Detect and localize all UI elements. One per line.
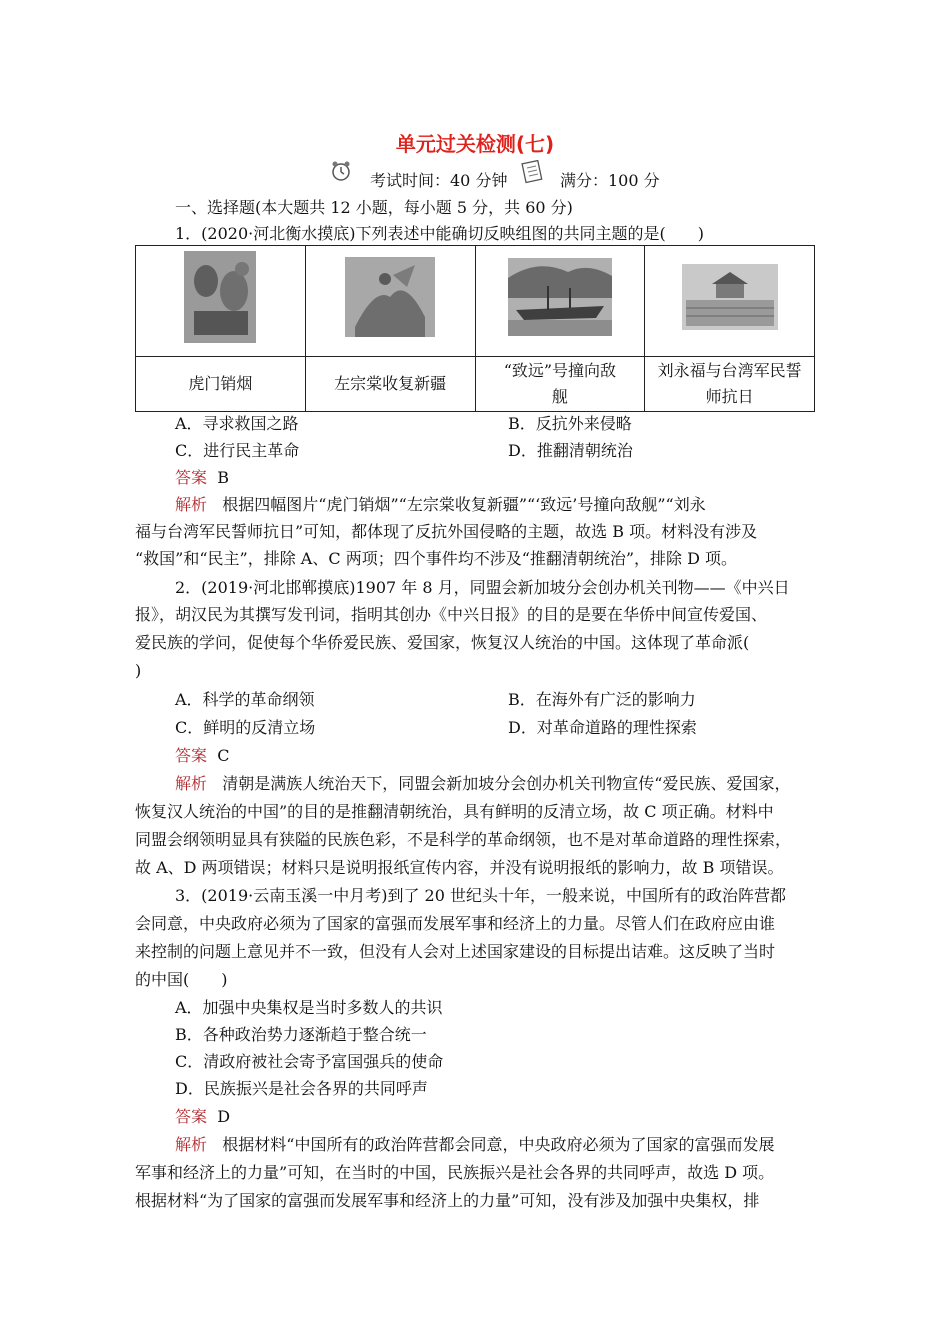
q1-caption-cell [136,357,306,412]
q1-caption: 虎门销烟 [188,374,253,393]
q1-explanation [175,495,706,515]
answer-label: 答案 [175,468,208,487]
answer-label: 答案 [175,746,208,765]
q1-picture-cell [645,246,815,357]
q3-option: B．各种政治势力逐渐趋于整合统一 [175,1025,427,1044]
explanation-label: 解析 [175,774,208,793]
q1-caption-cell [305,357,475,412]
q2-stem: 爱民族的学问，促使每个华侨爱民族、爱国家，恢复汉人统治的中国。这体现了革命派( [135,633,750,652]
q3-option: A．加强中央集权是当时多数人的共识 [175,998,443,1017]
q1-stem: 1．(2020·河北衡水摸底)下列表述中能确切反映组图的共同主题的是( ) [175,224,704,243]
q3-explanation [175,1135,774,1155]
q1-caption-cell [475,357,645,412]
q2-option: A．科学的革命纲领 [175,690,315,709]
q3-stem: 来控制的问题上意见并不一致，但没有人会对上述国家建设的目标提出诘难。这反映了当时 [135,942,776,961]
q1-picture-cell [305,246,475,357]
paper-icon [520,160,546,184]
q3-stem: 3．(2019·云南玉溪一中月考)到了 20 世纪头十年，一般来说，中国所有的政治阵营都 [175,886,787,905]
liu-yongfu-image [682,264,778,330]
answer-value: B [217,468,229,487]
q3-stem: 的中国( ) [135,970,228,989]
explanation-text: 福与台湾军民誓师抗日”可知，都体现了反抗外国侵略的主题，故选 B 项。材料没有涉及 [135,522,758,541]
q2-explanation [175,774,790,794]
zuo-zongtang-image [345,257,435,337]
answer-value: D [217,1107,231,1126]
q1-caption: 左宗棠收复新疆 [334,374,447,393]
q2-stem: 报》，胡汉民为其撰写发刊词，指明其创办《中兴日报》的目的是要在华侨中间宣传爱国、 [135,605,768,624]
q2-stem: 2．(2019·河北邯郸摸底)1907 年 8 月，同盟会新加坡分会创办机关刊物——《中兴日 [175,578,790,597]
q1-caption: “致远”号撞向敌 [503,361,617,380]
q1-caption: 刘永福与台湾军民誓 [657,361,802,380]
q1-picture-cell [475,246,645,357]
q1-option: B．反抗外来侵略 [508,414,632,433]
q2-option: D．对革命道路的理性探索 [508,718,697,737]
explanation-label: 解析 [175,495,208,514]
clock-icon [330,160,352,182]
answer-label: 答案 [175,1107,208,1126]
humen-opium-image [184,251,256,343]
q1-caption-cell [645,357,815,412]
q3-option: D．民族振兴是社会各界的共同呼声 [175,1079,428,1098]
explanation-text: “救国”和“民主”，排除 A、C 两项；四个事件均不涉及“推翻清朝统治”，排除 D 项。 [135,549,738,568]
q1-answer [175,468,229,488]
zhiyuan-ship-image [508,258,612,336]
q3-option: C．清政府被社会寄予富国强兵的使命 [175,1052,444,1071]
explanation-label: 解析 [175,1135,208,1154]
q2-option: B．在海外有广泛的影响力 [508,690,696,709]
page-title: 单元过关检测(七) [395,132,555,156]
explanation-text: 根据四幅图片“虎门销烟”“左宗棠收复新疆”“‘致远’号撞向敌舰”“刘永 [222,495,706,514]
q2-stem: ) [135,661,142,680]
q1-picture-table [135,245,815,412]
exam-time: 考试时间：40 分钟 [370,171,508,190]
explanation-text: 故 A、D 两项错误；材料只是说明报纸宣传内容，并没有说明报纸的影响力，故 B 项错误。 [135,858,784,877]
q2-option: C．鲜明的反清立场 [175,718,316,737]
section-heading: 一、选择题(本大题共 12 小题，每小题 5 分，共 60 分) [175,198,573,217]
explanation-text: 根据材料“为了国家的富强而发展军事和经济上的力量”可知，没有涉及加强中央集权，排 [135,1191,760,1210]
q1-option: A．寻求救国之路 [175,414,299,433]
explanation-text: 军事和经济上的力量”可知，在当时的中国，民族振兴是社会各界的共同呼声，故选 D 项。 [135,1163,775,1182]
q1-picture-cell [136,246,306,357]
q1-option: C．进行民主革命 [175,441,300,460]
explanation-text: 同盟会纲领明显具有狭隘的民族色彩，不是科学的革命纲领，也不是对革命道路的理性探索， [135,830,792,849]
exam-score: 满分：100 分 [560,171,660,190]
q3-stem: 会同意，中央政府必须为了国家的富强而发展军事和经济上的力量。尽管人们在政府应由谁 [135,914,776,933]
q3-answer [175,1107,230,1127]
q2-answer [175,746,229,766]
q1-option: D．推翻清朝统治 [508,441,633,460]
q1-caption: 师抗日 [705,387,754,406]
answer-value: C [217,746,230,765]
explanation-text: 根据材料“中国所有的政治阵营都会同意，中央政府必须为了国家的富强而发展 [222,1135,775,1154]
q1-caption: 舰 [551,387,568,406]
explanation-text: 恢复汉人统治的中国”的目的是推翻清朝统治，具有鲜明的反清立场，故 C 项正确。材料中 [135,802,774,821]
explanation-text: 清朝是满族人统治天下，同盟会新加坡分会创办机关刊物宣传“爱民族、爱国家， [222,774,791,793]
